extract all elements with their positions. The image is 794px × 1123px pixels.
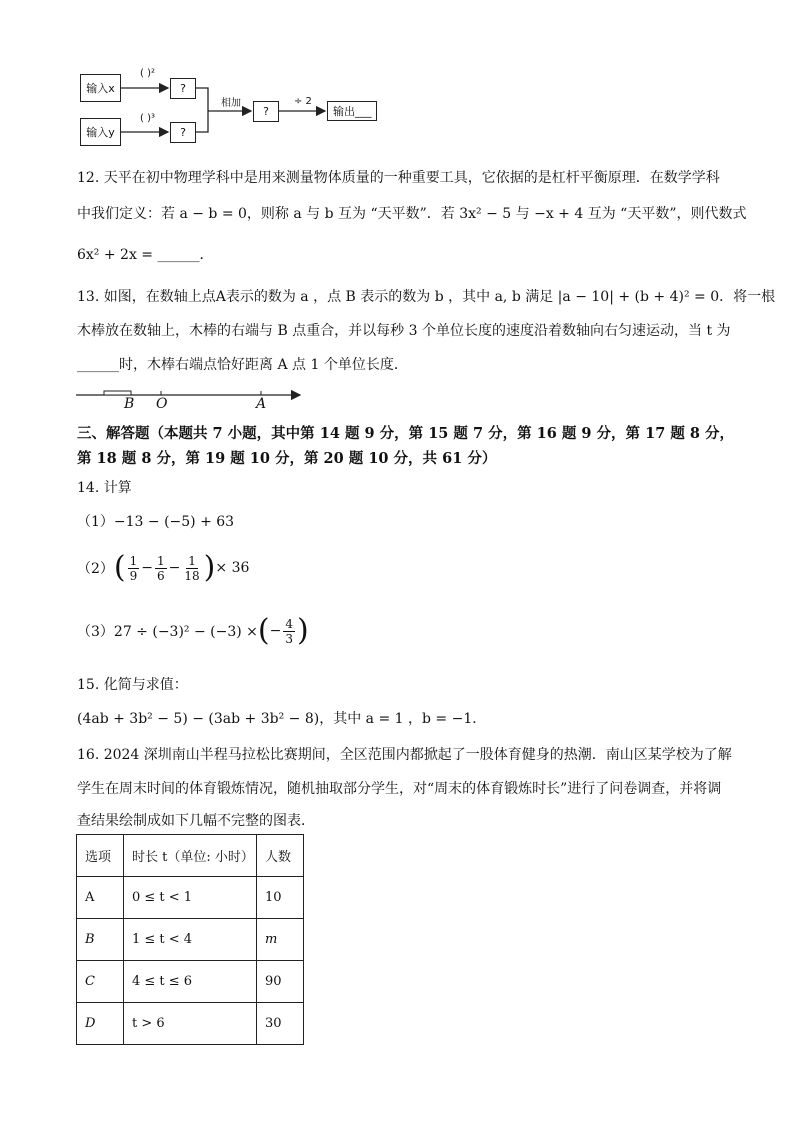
row-option: A [77, 877, 124, 919]
cube-op-label: ( )³ [140, 113, 155, 124]
survey-table [76, 834, 304, 1045]
table-row [77, 1003, 304, 1045]
header-count: 人数 [257, 835, 304, 877]
q15-expression: (4ab + 3b² − 5) − (3ab + 3b² − 8)，其中 a = 1 ，b = −1． [77, 711, 487, 727]
q12-line-3: 6x² + 2x = ______． [77, 247, 214, 263]
question-mark-2: ? [180, 126, 186, 139]
table-header-row [77, 835, 304, 877]
question-box-1 [170, 78, 196, 99]
fraction-4-3: $\frac{4}{3}$ [285, 616, 293, 646]
add-label: 相加 [221, 98, 241, 109]
row-count: m [257, 919, 304, 961]
output-label: 输出___ [333, 105, 372, 118]
q14-part-1: （1）−13 − (−5) + 63 [77, 514, 235, 530]
q13-line-2: 木棒放在数轴上，木棒的右端与 B 点重合，并以每秒 3 个单位长度的速度沿着数轴向右匀速运动，当 t 为 [77, 323, 731, 339]
row-option: B [77, 919, 124, 961]
section-3-line-2: 第 18 题 8 分，第 19 题 10 分，第 20 题 10 分，共 61 分） [77, 450, 497, 467]
row-count: 10 [257, 877, 304, 919]
question-mark-3: ? [263, 105, 269, 118]
question-box-3 [253, 101, 279, 122]
number-line [70, 382, 310, 416]
q14-part-2: （2） ( $\frac{1}{9}$ − $\frac{1}{6}$ − $\frac{1}{18}$ ) × 36 [77, 550, 250, 585]
q12-line-1: 12. 天平在初中物理学科中是用来测量物体质量的一种重要工具，它依据的是杠杆平衡原理．在数学学科 [77, 170, 720, 186]
row-duration: t > 6 [124, 1003, 257, 1045]
row-count: 30 [257, 1003, 304, 1045]
q14-part-3: （3）27 ÷ (−3)² − (−3) × ( − $\frac{4}{3}$ ) [77, 613, 309, 648]
output-box [327, 101, 377, 121]
row-option: C [77, 961, 124, 1003]
q16-line-1: 16. 2024 深圳南山半程马拉松比赛期间，全区范围内都掀起了一股体育健身的热潮．南山区某学校为了解 [77, 747, 732, 763]
input-x-box [80, 74, 121, 102]
section-3-line-1: 三、解答题（本题共 7 小题，其中第 14 题 9 分，第 15 题 7 分，第 16 题 9 分，第 17 题 8 分， [77, 425, 735, 442]
q16-line-2: 学生在周末时间的体育锻炼情况，随机抽取部分学生，对“周末的体育锻炼时长”进行了问卷调查，并将调 [77, 781, 722, 797]
fraction-1-18: $\frac{1}{18}$ [184, 553, 200, 583]
q14-part-2-prefix: （2） [77, 561, 114, 577]
question-mark-1: ? [180, 82, 186, 95]
q12-line-2: 中我们定义：若 a − b = 0，则称 a 与 b 互为 “天平数”．若 3x² − 5 与 −x + 4 互为 “天平数”，则代数式 [77, 206, 747, 222]
row-duration: 0 ≤ t < 1 [124, 877, 257, 919]
axis-label-b: B [124, 396, 135, 412]
table-row [77, 919, 304, 961]
row-duration: 4 ≤ t ≤ 6 [124, 961, 257, 1003]
wooden-stick [104, 391, 131, 395]
q15-title: 15. 化简与求值： [77, 677, 188, 693]
q14-title: 14. 计算 [77, 480, 132, 496]
axis-label-o: O [156, 396, 168, 412]
table-row [77, 877, 304, 919]
row-duration: 1 ≤ t < 4 [124, 919, 257, 961]
axis-label-a: A [256, 396, 267, 412]
header-duration: 时长 t（单位: 小时） [124, 835, 257, 877]
divide-label: ÷ 2 [294, 96, 312, 107]
fraction-1-6: $\frac{1}{6}$ [157, 553, 165, 583]
row-option: D [77, 1003, 124, 1045]
header-option: 选项 [77, 835, 124, 877]
q13-line-3: ______时，木棒右端点恰好距离 A 点 1 个单位长度． [77, 357, 408, 373]
fraction-1-9: $\frac{1}{9}$ [129, 553, 138, 583]
q14-part-3-prefix: （3）27 ÷ (−3)² − (−3) × [77, 624, 258, 640]
q13-line-1: 13. 如图，在数轴上点A表示的数为 a ，点 B 表示的数为 b ，其中 a, b 满足 |a − 10| + (b + 4)² = 0．将一根 [77, 289, 776, 305]
q16-line-3: 查结果绘制成如下几幅不完整的图表． [77, 813, 315, 829]
square-op-label: ( )² [140, 68, 155, 79]
row-count: 90 [257, 961, 304, 1003]
question-box-2 [170, 122, 196, 143]
q14-part-2-suffix: × 36 [215, 560, 250, 576]
input-x-label: 输入x [86, 82, 115, 95]
input-y-box [80, 118, 121, 146]
table-row [77, 961, 304, 1003]
input-y-label: 输入y [86, 126, 115, 139]
diagram-connectors [0, 0, 400, 160]
